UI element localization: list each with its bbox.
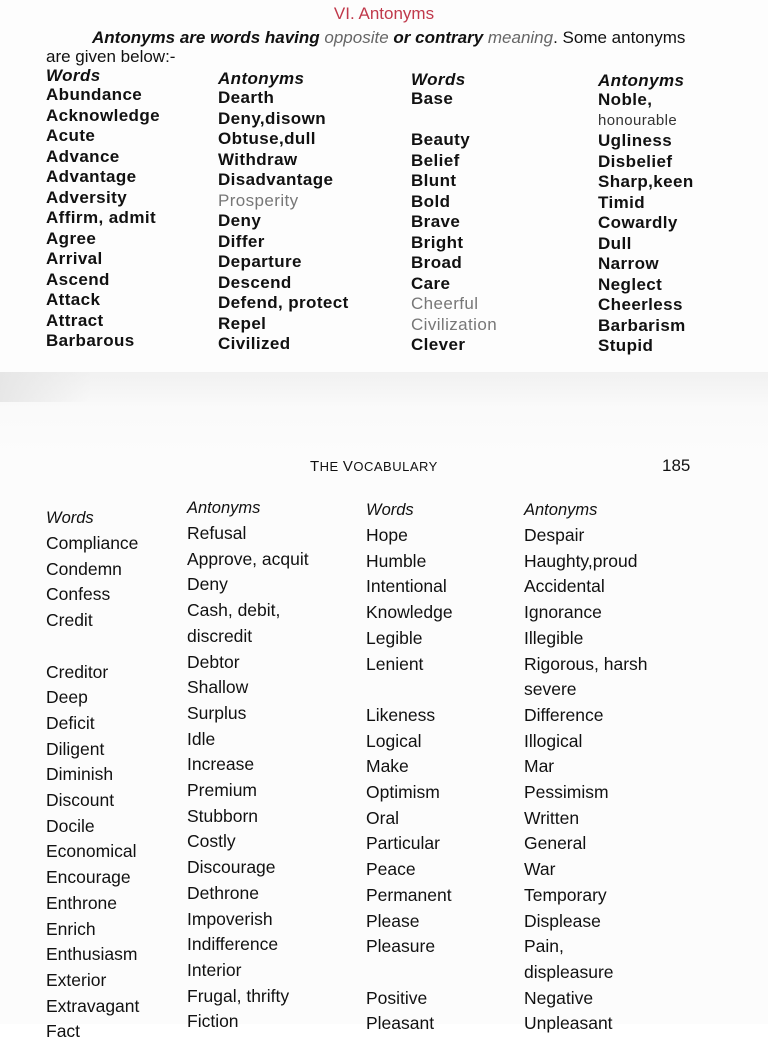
table-row: Deny,disown xyxy=(218,108,326,128)
table-row: Impoverish xyxy=(187,908,273,929)
table-row: Differ xyxy=(218,231,265,251)
intro-text: or contrary xyxy=(388,28,488,47)
table-row: Credit xyxy=(46,610,93,631)
table-row: Diligent xyxy=(46,738,105,759)
table-row: Idle xyxy=(187,728,216,749)
table-row: Increase xyxy=(187,754,255,775)
table-row: Encourage xyxy=(46,867,131,888)
table-row: Withdraw xyxy=(218,149,298,169)
table-row: discredit xyxy=(187,625,253,646)
table-row: Enthusiasm xyxy=(46,944,138,965)
table-row: Dull xyxy=(598,233,632,253)
table-row: Condemn xyxy=(46,558,122,579)
table-row: Intentional xyxy=(366,576,447,597)
table-row: Acute xyxy=(46,126,96,145)
table-row: Make xyxy=(366,756,409,777)
table-row: Lenient xyxy=(366,653,424,674)
table-row: Belief xyxy=(411,150,460,170)
table-row: Cash, debit, xyxy=(187,600,281,621)
table-row: Peace xyxy=(366,859,416,880)
words-column-3 xyxy=(46,506,139,1045)
table-row: Adversity xyxy=(46,187,128,207)
table-row: Debtor xyxy=(187,651,240,672)
table-row: Difference xyxy=(524,704,604,725)
column-header: Words xyxy=(46,509,94,527)
table-row: Cheerless xyxy=(598,295,683,314)
table-row: Approve, acquit xyxy=(187,548,309,569)
table-row: Illogical xyxy=(524,730,583,751)
table-row: Civilization xyxy=(411,314,498,334)
table-row: Narrow xyxy=(598,254,659,273)
table-row: severe xyxy=(524,679,577,700)
intro-text: meaning xyxy=(487,28,554,47)
table-row: Arrival xyxy=(46,249,103,268)
running-title-text: V xyxy=(342,458,354,475)
table-row: Optimism xyxy=(366,782,440,803)
table-row: Noble, xyxy=(598,90,653,109)
table-row: Rigorous, harsh xyxy=(524,653,648,674)
words-column-2 xyxy=(411,70,497,356)
page-gap-shadow xyxy=(0,372,768,462)
table-row: Acknowledge xyxy=(46,105,160,125)
table-row: Interior xyxy=(187,959,242,980)
words-column-1 xyxy=(46,66,160,352)
table-row: Accidental xyxy=(524,576,605,597)
column-header: Words xyxy=(366,501,414,519)
table-row: displeasure xyxy=(524,961,614,982)
table-row: Deficit xyxy=(46,712,95,733)
page-edge-shadow xyxy=(0,372,90,402)
table-row xyxy=(366,960,453,986)
table-row: Stupid xyxy=(598,336,654,355)
table-row: Attract xyxy=(46,310,104,330)
table-row: Discourage xyxy=(187,857,276,878)
table-row: Knowledge xyxy=(366,602,453,623)
table-row: Disadvantage xyxy=(218,170,334,189)
column-header: Antonyms xyxy=(187,499,261,517)
table-row: Barbarous xyxy=(46,331,135,350)
bottom-page xyxy=(0,372,768,1042)
table-row: Beauty xyxy=(411,130,471,149)
table-row: Hope xyxy=(366,525,408,545)
antonyms-column-2 xyxy=(598,71,694,357)
table-row: Surplus xyxy=(187,702,247,723)
table-row: Bold xyxy=(411,191,451,211)
table-row: Ignorance xyxy=(524,602,602,623)
table-row: Prosperity xyxy=(218,190,299,210)
table-row: Agree xyxy=(46,228,97,248)
table-row: Frugal, thrifty xyxy=(187,985,290,1006)
table-row: Disbelief xyxy=(598,151,673,171)
table-row: Premium xyxy=(187,780,258,801)
intro-paragraph xyxy=(46,28,768,66)
antonyms-column-1 xyxy=(218,69,349,355)
running-title-text: T xyxy=(310,458,320,475)
words-column-4 xyxy=(366,498,453,1037)
chapter-title: VI. Antonyms xyxy=(333,4,435,23)
table-row: Pleasure xyxy=(366,936,436,957)
table-row: Confess xyxy=(46,584,111,605)
table-row: Stubborn xyxy=(187,805,259,826)
table-row: Deep xyxy=(46,687,88,708)
antonyms-column-4 xyxy=(524,498,648,1037)
table-row: Illegible xyxy=(524,627,584,648)
table-row: Fact xyxy=(46,1021,81,1042)
table-row xyxy=(411,110,497,131)
table-row: War xyxy=(524,859,556,880)
table-row: Sharp,keen xyxy=(598,172,694,191)
table-row: Legible xyxy=(366,627,423,648)
table-row: Negative xyxy=(524,987,594,1008)
table-row: Despair xyxy=(524,525,585,545)
table-row: Care xyxy=(411,273,451,293)
table-row: Departure xyxy=(218,252,302,271)
table-row: Particular xyxy=(366,833,440,854)
table-row: Costly xyxy=(187,831,236,852)
table-row: Ascend xyxy=(46,269,110,289)
table-row: Enthrone xyxy=(46,892,118,913)
table-row: Haughty,proud xyxy=(524,550,638,571)
intro-line-1 xyxy=(46,28,768,47)
table-row: Dearth xyxy=(218,88,275,107)
table-row: Logical xyxy=(366,730,422,751)
table-row: Defend, protect xyxy=(218,293,349,312)
table-row: Indifference xyxy=(187,934,279,955)
table-row: Base xyxy=(411,89,454,108)
running-title-text: HE xyxy=(319,459,343,474)
running-title-text: OCABULARY xyxy=(353,459,438,474)
table-row: Obtuse,dull xyxy=(218,129,316,148)
table-row: Cheerful xyxy=(411,294,479,313)
table-row: Repel xyxy=(218,313,267,333)
table-row: Advance xyxy=(46,146,120,166)
table-row: Docile xyxy=(46,815,95,836)
table-row: Pleasant xyxy=(366,1013,435,1034)
table-row: Extravagant xyxy=(46,995,140,1016)
column-header: Antonyms xyxy=(598,71,685,90)
table-row: Deny xyxy=(218,211,262,230)
table-row: Neglect xyxy=(598,274,663,294)
table-row: Enrich xyxy=(46,918,96,939)
table-row: Economical xyxy=(46,841,137,862)
table-row: Abundance xyxy=(46,85,143,104)
column-header: Words xyxy=(46,66,101,85)
table-row: Barbarism xyxy=(598,315,686,335)
table-row: Temporary xyxy=(524,884,607,905)
table-row: Written xyxy=(524,807,580,828)
table-row: Humble xyxy=(366,550,427,571)
column-header: Words xyxy=(411,70,466,89)
table-row: Cowardly xyxy=(598,213,678,232)
table-row: Pessimism xyxy=(524,782,609,803)
table-row: Advantage xyxy=(46,167,137,186)
table-row: Brave xyxy=(411,212,461,231)
column-header: Antonyms xyxy=(524,501,598,519)
table-row: Shallow xyxy=(187,677,249,698)
table-row: Blunt xyxy=(411,171,457,190)
running-title xyxy=(310,458,438,475)
intro-line-2: are given below:- xyxy=(46,47,176,66)
table-row: Please xyxy=(366,910,420,931)
table-row: General xyxy=(524,833,587,854)
table-row: Affirm, admit xyxy=(46,208,157,227)
table-row: Discount xyxy=(46,790,115,811)
table-row: Exterior xyxy=(46,969,107,990)
table-row: Displease xyxy=(524,910,601,931)
table-row xyxy=(46,634,139,660)
table-row: Mar xyxy=(524,756,555,777)
table-row: Timid xyxy=(598,192,646,212)
intro-text: Antonyms are words having xyxy=(92,28,325,47)
page-number: 185 xyxy=(662,456,691,475)
table-row: Descend xyxy=(218,272,292,292)
table-row: Broad xyxy=(411,253,463,272)
column-header: Antonyms xyxy=(218,69,305,88)
table-row: Unpleasant xyxy=(524,1013,613,1034)
intro-text: . Some antonyms xyxy=(553,28,686,47)
table-row: Oral xyxy=(366,807,400,828)
table-row: Attack xyxy=(46,290,101,309)
table-row: Refusal xyxy=(187,523,247,543)
table-row: Compliance xyxy=(46,533,139,553)
table-row: honourable xyxy=(598,111,678,129)
table-row: Creditor xyxy=(46,661,109,682)
antonyms-column-3 xyxy=(187,496,309,1035)
table-row: Fiction xyxy=(187,1011,239,1032)
table-row: Permanent xyxy=(366,884,452,905)
table-row: Positive xyxy=(366,987,428,1008)
table-row: Bright xyxy=(411,232,464,252)
table-row: Deny xyxy=(187,574,228,595)
top-page xyxy=(0,0,768,372)
table-row: Pain, xyxy=(524,936,564,957)
table-row xyxy=(366,677,453,703)
table-row: Ugliness xyxy=(598,131,673,150)
table-row: Likeness xyxy=(366,704,436,725)
intro-text: opposite xyxy=(324,28,389,47)
table-row: Diminish xyxy=(46,764,114,785)
table-row: Clever xyxy=(411,335,466,354)
table-row: Dethrone xyxy=(187,882,259,903)
table-row: Civilized xyxy=(218,334,291,353)
